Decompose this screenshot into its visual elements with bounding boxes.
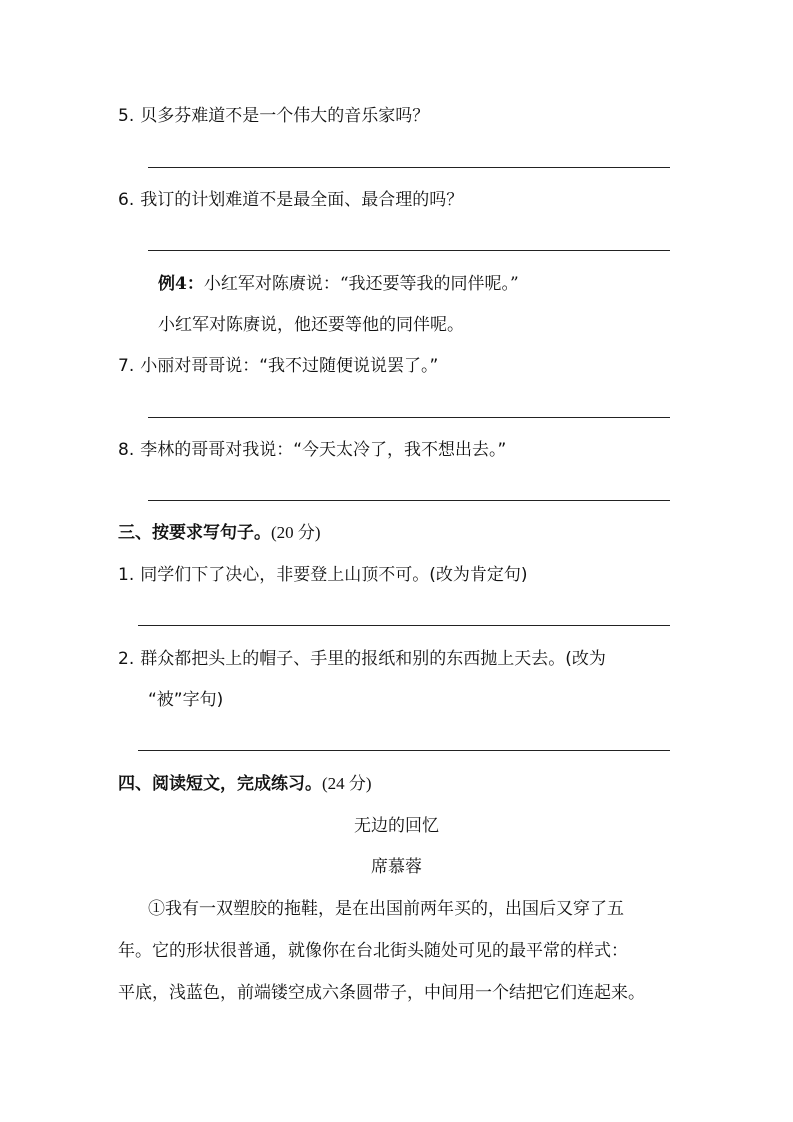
question-number: 2. xyxy=(118,649,135,669)
question-text: 同学们下了决心，非要登上山顶不可。(改为肯定句) xyxy=(140,565,528,585)
example-label: 例4： xyxy=(158,274,204,294)
question-text: 群众都把头上的帽子、手里的报纸和别的东西抛上天去。(改为 xyxy=(140,649,606,669)
section-title: 四、阅读短文，完成练习。 xyxy=(118,774,322,794)
question-text: 贝多芬难道不是一个伟大的音乐家吗？ xyxy=(140,106,430,126)
question-text: 小丽对哥哥说：“我不过随便说说罢了。” xyxy=(140,356,439,376)
answer-line-s3-2[interactable] xyxy=(138,750,670,751)
passage-line: 平底，浅蓝色，前端镂空成六条圆带子，中间用一个结把它们连起来。 xyxy=(118,983,645,1003)
example-4 xyxy=(158,272,519,296)
example-4-answer: 小红军对陈赓说，他还要等他的同伴呢。 xyxy=(158,315,464,335)
section-score: (24 分) xyxy=(322,774,372,793)
question-text: 李林的哥哥对我说：“今天太冷了，我不想出去。” xyxy=(140,440,507,460)
passage-line: ①我有一双塑胶的拖鞋，是在出国前两年买的，出国后又穿了五 xyxy=(148,899,624,919)
example-text: 小红军对陈赓说：“我还要等我的同伴呢。” xyxy=(203,274,519,294)
section-3-question-2 xyxy=(118,647,606,671)
passage-line: 年。它的形状很普通，就像你在台北街头随处可见的最平常的样式： xyxy=(118,941,628,961)
answer-line-7[interactable] xyxy=(148,417,670,418)
passage-title: 无边的回忆 xyxy=(354,816,439,836)
answer-line-8[interactable] xyxy=(148,500,670,501)
question-number: 5. xyxy=(118,106,135,126)
question-number: 6. xyxy=(118,190,135,210)
section-score: (20 分) xyxy=(271,523,321,542)
question-text-continued: “被”字句) xyxy=(148,690,224,710)
section-3-question-1 xyxy=(118,563,528,587)
answer-line-6[interactable] xyxy=(148,250,670,251)
section-4-heading xyxy=(118,772,372,796)
question-number: 8. xyxy=(118,440,135,460)
answer-line-s3-1[interactable] xyxy=(138,625,670,626)
passage-author: 席慕蓉 xyxy=(371,857,422,877)
question-number: 1. xyxy=(118,565,135,585)
question-6 xyxy=(118,188,463,212)
question-8 xyxy=(118,438,506,462)
section-title: 三、按要求写句子。 xyxy=(118,523,271,543)
question-7 xyxy=(118,354,438,378)
question-text: 我订的计划难道不是最全面、最合理的吗？ xyxy=(140,190,464,210)
question-5 xyxy=(118,104,429,128)
answer-line-5[interactable] xyxy=(148,167,670,168)
question-number: 7. xyxy=(118,356,135,376)
section-3-heading xyxy=(118,521,321,545)
